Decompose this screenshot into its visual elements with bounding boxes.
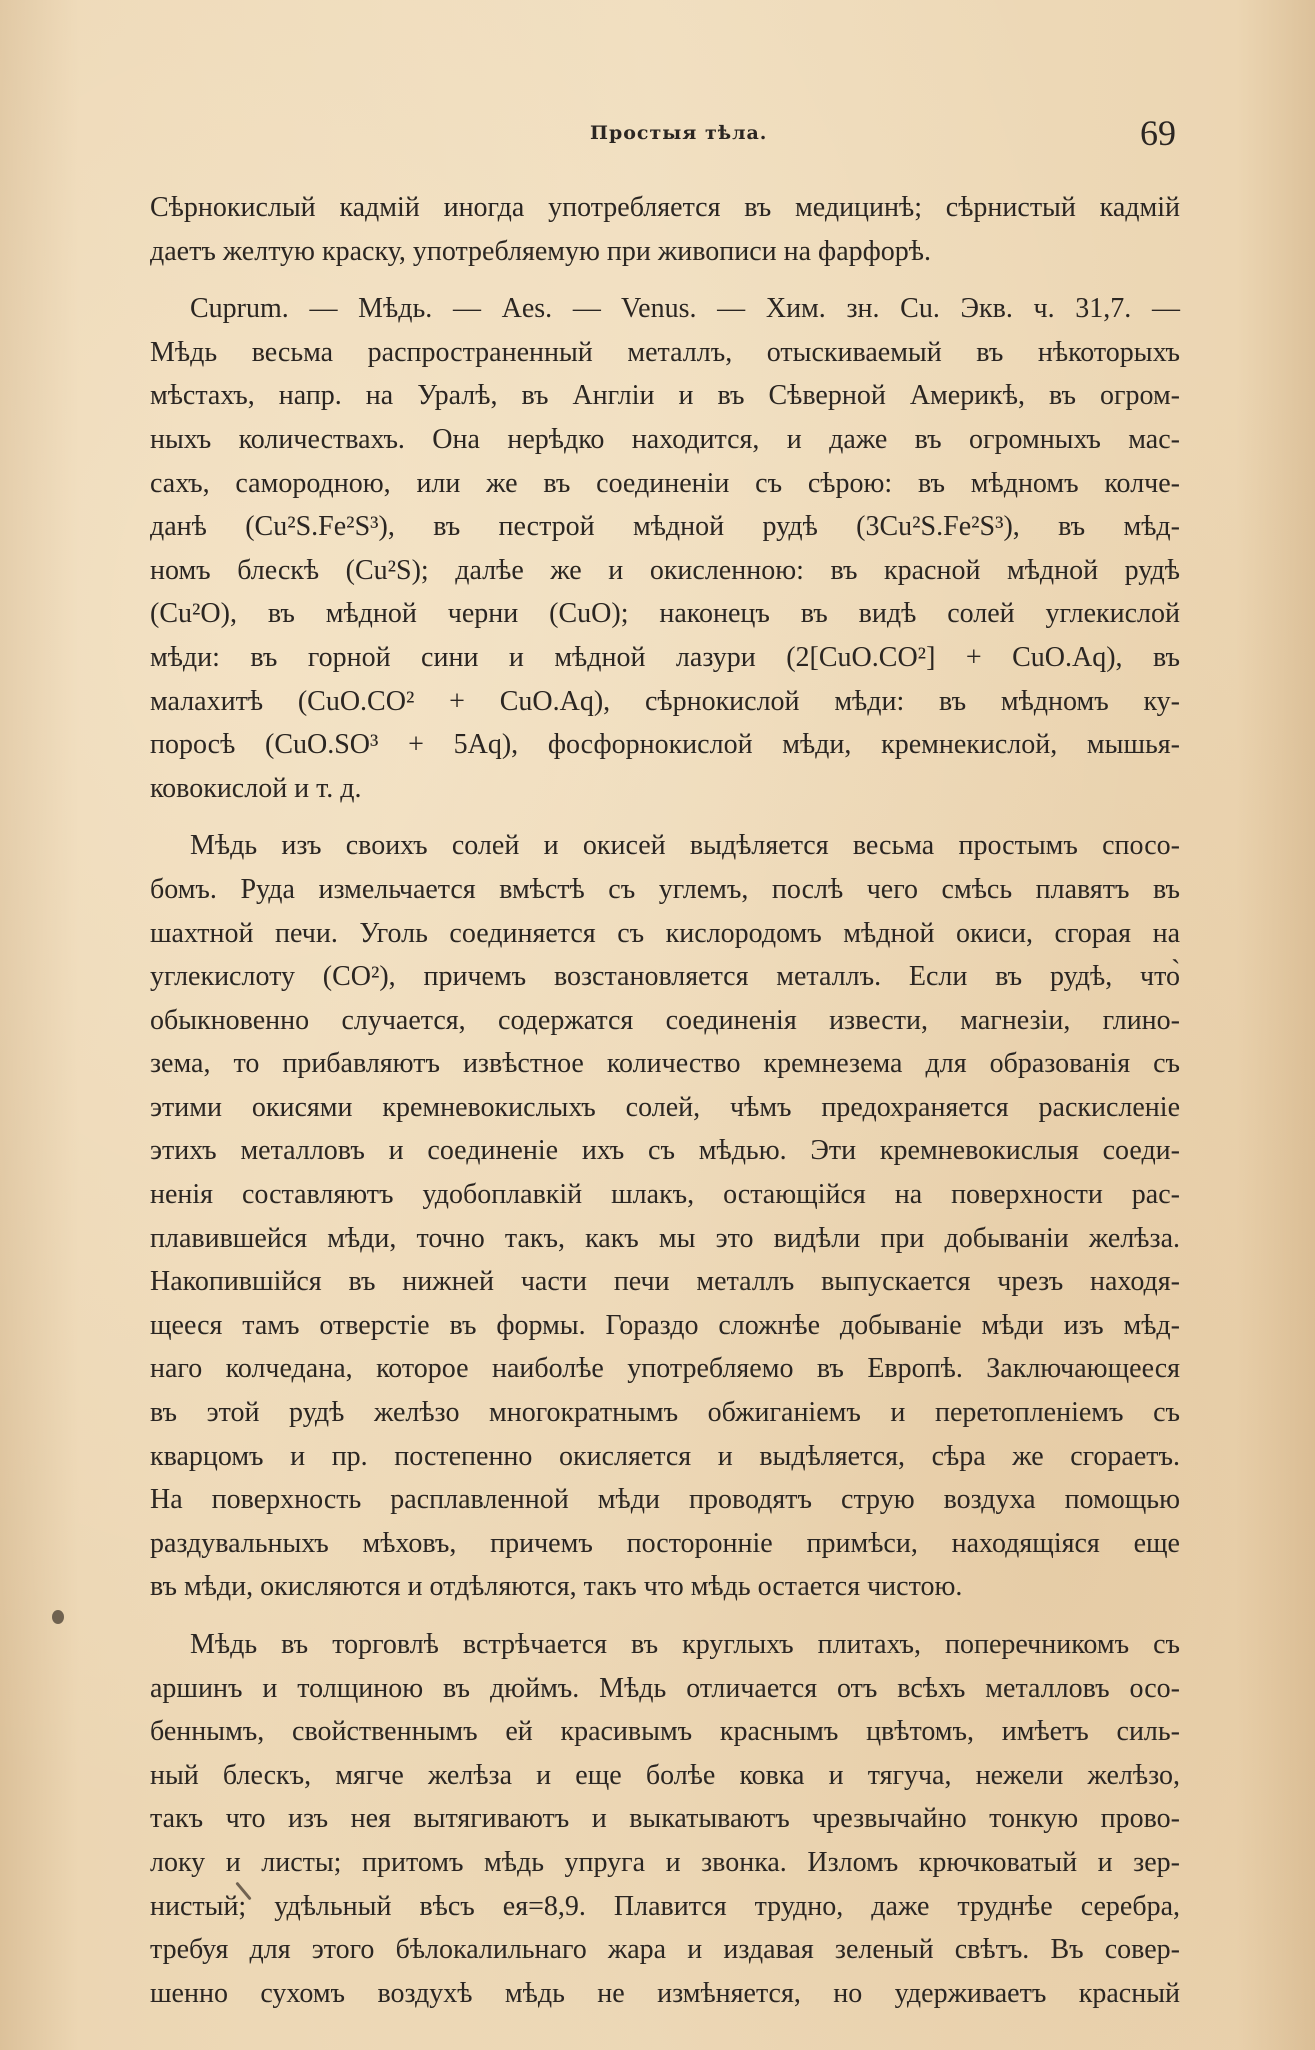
paragraph-copper-properties — [150, 1623, 1180, 2015]
text-line: требуя для этого бѣлокалильнаго жара и издавая зеленый свѣтъ. Въ совер- — [150, 1934, 1180, 1966]
text-line: этими окисями кремневокислыхъ солей, чѣмъ предохраняется раскисленіе — [150, 1091, 1180, 1123]
text-line: ненія составляютъ удобоплавкій шлакъ, остающійся на поверхности рас- — [150, 1179, 1180, 1211]
text-line: малахитѣ (CuO.CO² + CuO.Aq), сѣрнокислой мѣди: въ мѣдномъ ку- — [150, 685, 1180, 717]
text-line: въ этой рудѣ желѣзо многократнымъ обжиганіемъ и перетопленіемъ съ — [150, 1397, 1180, 1429]
text-line: ныхъ количествахъ. Она нерѣдко находится, и даже въ огромныхъ мас- — [150, 423, 1180, 455]
running-head — [0, 113, 1315, 158]
text-line: Мѣдь въ торговлѣ встрѣчается въ круглыхъ плитахъ, поперечникомъ съ — [190, 1629, 1180, 1660]
page-number: 69 — [1140, 113, 1176, 153]
text-line: углекислоту (CO²), причемъ возстановляется металлъ. Если въ рудѣ, что̀ — [150, 961, 1180, 993]
text-line: раздувальныхъ мѣховъ, причемъ посторонніе примѣси, находящіяся еще — [150, 1527, 1180, 1559]
text-line: мѣди: въ горной сини и мѣдной лазури (2[CuO.CO²] + CuO.Aq), въ — [150, 641, 1180, 673]
text-line: На поверхность расплавленной мѣди проводятъ струю воздуха помощью — [150, 1484, 1180, 1516]
text-line: Сѣрнокислый кадмій иногда употребляется въ медицинѣ; сѣрнистый кадмій — [150, 192, 1180, 223]
text-line: зема, то прибавляютъ извѣстное количество кремнезема для образованія съ — [150, 1048, 1180, 1080]
text-line: мѣстахъ, напр. на Уралѣ, въ Англіи и въ Сѣверной Америкѣ, въ огром- — [150, 380, 1180, 412]
running-title: Простыя тѣла. — [590, 122, 768, 144]
text-line: такъ что изъ нея вытягиваютъ и выкатываютъ чрезвычайно тонкую прово- — [150, 1803, 1180, 1835]
text-line: обыкновенно случается, содержатся соединенія извести, магнезіи, глино- — [150, 1004, 1180, 1036]
text-line: даетъ желтую краску, употребляемую при живописи на фарфорѣ. — [150, 235, 931, 267]
paragraph-cadmium — [150, 186, 1180, 273]
text-line: въ мѣди, окисляются и отдѣляются, такъ что мѣдь остается чистою. — [150, 1571, 963, 1603]
text-line: этихъ металловъ и соединеніе ихъ съ мѣдью. Эти кремневокислыя соеди- — [150, 1135, 1180, 1167]
text-line: номъ блескѣ (Cu²S); далѣе же и окисленною: въ красной мѣдной рудѣ — [150, 554, 1180, 586]
text-line: Мѣдь изъ своихъ солей и окисей выдѣляется весьма простымъ спосо- — [190, 830, 1180, 862]
text-body — [150, 186, 1180, 2029]
text-line: аршинъ и толщиною въ дюймъ. Мѣдь отличается отъ всѣхъ металловъ осо- — [150, 1672, 1180, 1704]
text-line: беннымъ, свойственнымъ ей красивымъ краснымъ цвѣтомъ, имѣетъ силь- — [150, 1716, 1180, 1748]
text-line: Cuprum. — Мѣдь. — Aes. — Venus. — Хим. зн. Cu. Экв. ч. 31,7. — — [190, 293, 1180, 325]
text-line: бомъ. Руда измельчается вмѣстѣ съ углемъ, послѣ чего смѣсь плавятъ въ — [150, 873, 1180, 905]
text-line: шенно сухомъ воздухѣ мѣдь не измѣняется, но удерживаетъ красный — [150, 1977, 1180, 2009]
paragraph-copper-extraction — [150, 824, 1180, 1609]
text-line: плавившейся мѣди, точно такъ, какъ мы это видѣли при добываніи желѣза. — [150, 1222, 1180, 1254]
text-line: ный блескъ, мягче желѣза и еще болѣе ковка и тягуча, нежели желѣзо, — [150, 1759, 1180, 1791]
text-line: кварцомъ и пр. постепенно окисляется и выдѣляется, сѣра же сгораетъ. — [150, 1440, 1180, 1472]
text-line: (Cu²O), въ мѣдной черни (CuO); наконецъ въ видѣ солей углекислой — [150, 598, 1180, 630]
text-line: поросѣ (CuO.SO³ + 5Aq), фосфорнокислой мѣди, кремнекислой, мышья- — [150, 729, 1180, 761]
text-line: Мѣдь весьма распространенный металлъ, отыскиваемый въ нѣкоторыхъ — [150, 336, 1180, 368]
text-line: нистый; удѣльный вѣсъ ея=8,9. Плавится трудно, даже труднѣе серебра, — [150, 1890, 1180, 1922]
text-line: данѣ (Cu²S.Fe²S³), въ пестрой мѣдной рудѣ (3Cu²S.Fe²S³), въ мѣд- — [150, 511, 1180, 543]
text-line: локу и листы; притомъ мѣдь упруга и звонка. Изломъ крючковатый и зер- — [150, 1846, 1180, 1878]
text-line: шахтной печи. Уголь соединяется съ кислородомъ мѣдной окиси, сгорая на — [150, 917, 1180, 949]
ink-spot — [52, 1610, 64, 1624]
text-line: щееся тамъ отверстіе въ формы. Гораздо сложнѣе добываніе мѣди изъ мѣд- — [150, 1309, 1180, 1341]
text-line: наго колчедана, которое наиболѣе употребляемо въ Европѣ. Заключающееся — [150, 1353, 1180, 1385]
text-line: сахъ, самородною, или же въ соединеніи съ сѣрою: въ мѣдномъ колче- — [150, 467, 1180, 499]
text-line: Накопившійся въ нижней части печи металлъ выпускается чрезъ находя- — [150, 1266, 1180, 1298]
text-line: ковокислой и т. д. — [150, 772, 362, 804]
paragraph-copper-intro — [150, 287, 1180, 810]
